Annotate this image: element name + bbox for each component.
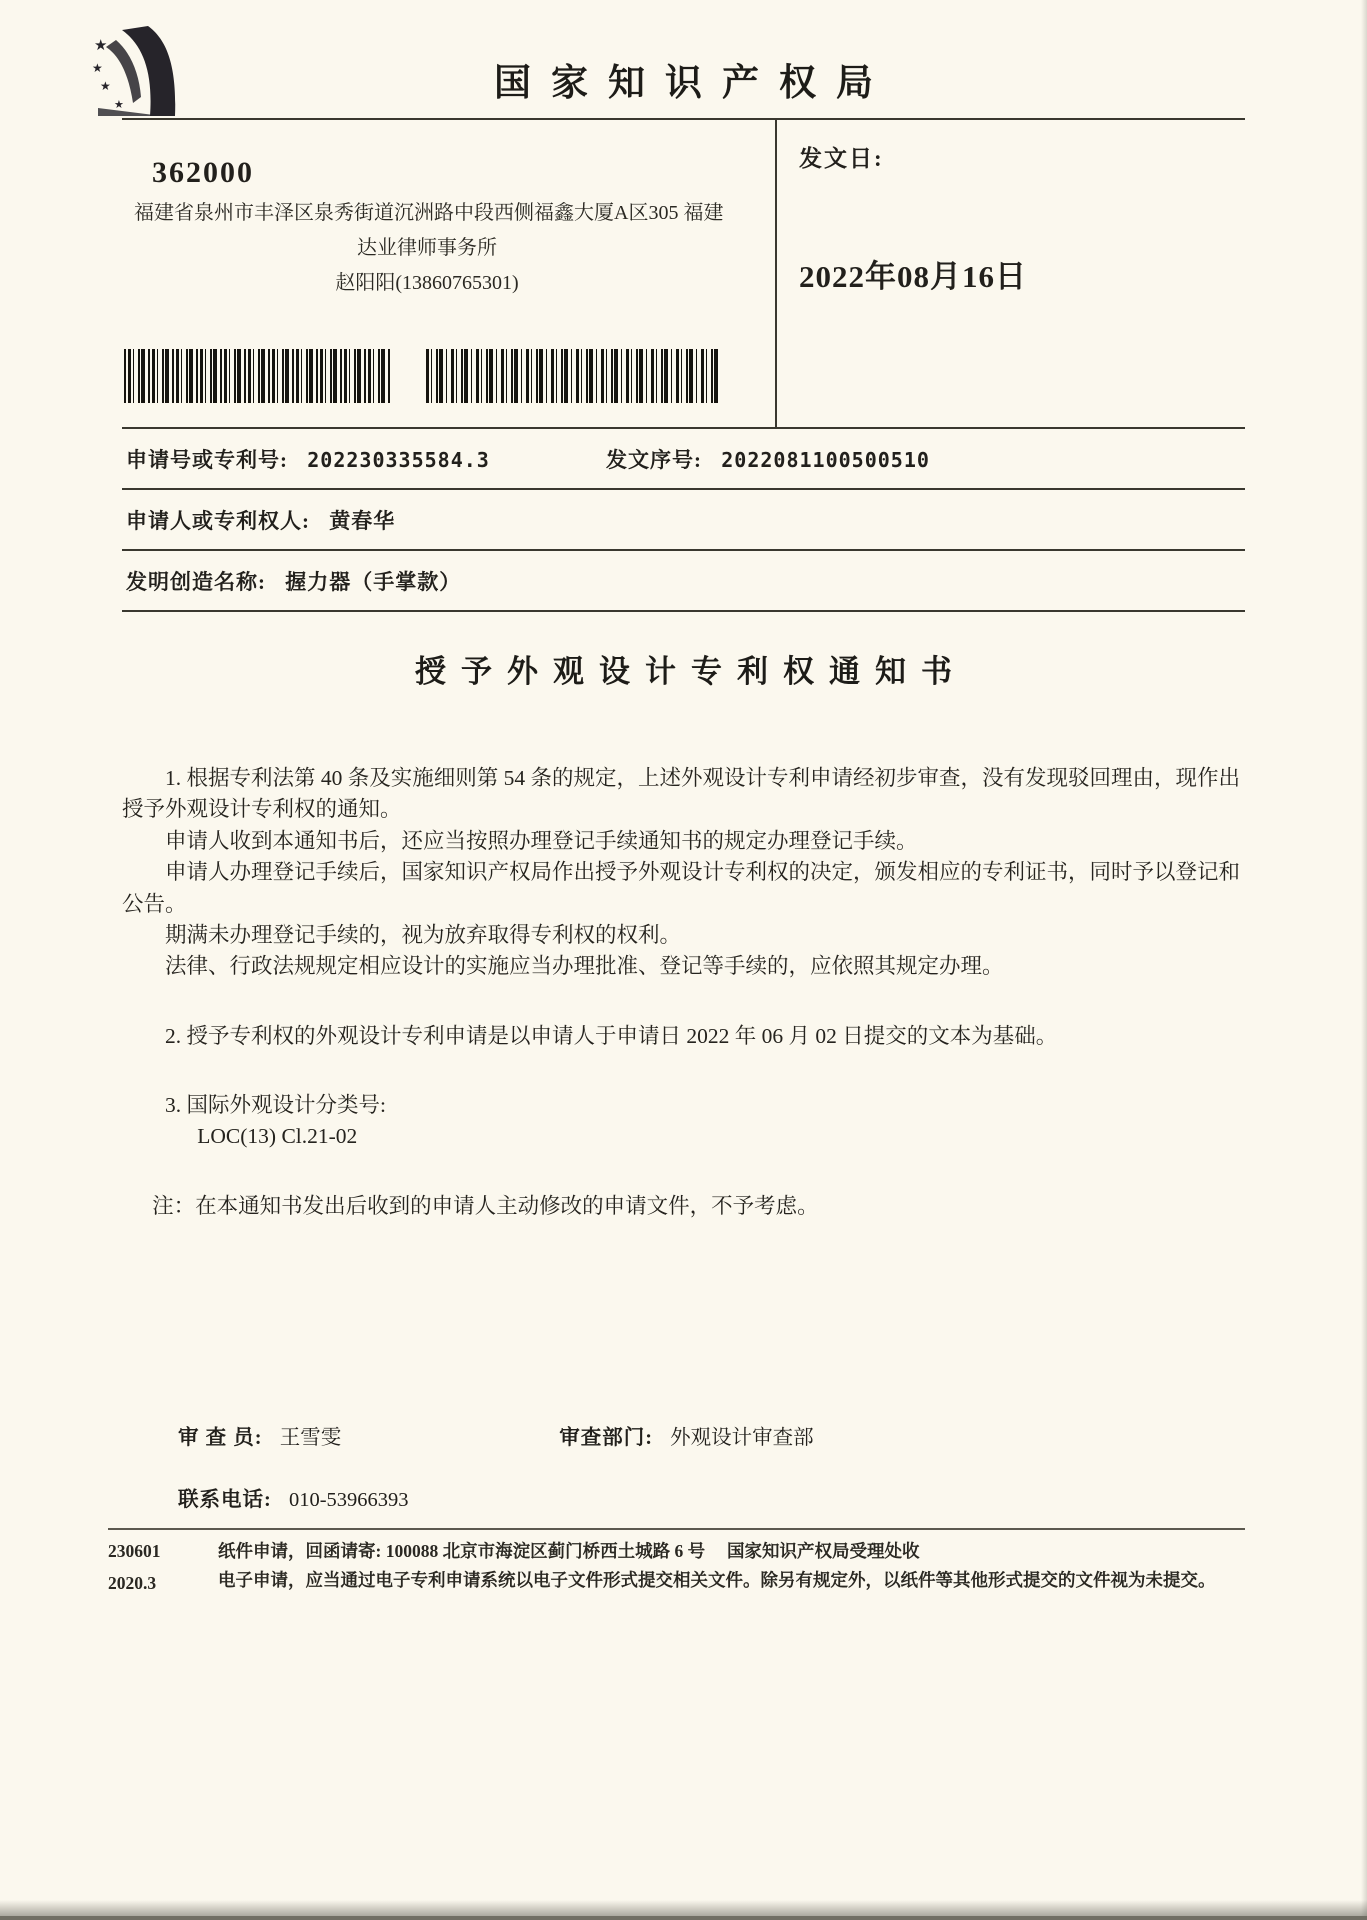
issue-date-value: 2022年08月16日 [799,259,1027,294]
invention-name-row [122,551,1245,612]
electronic-filing-line: 电子申请，应当通过电子专利申请系统以电子文件形式提交相关文件。除另有规定外，以纸件等其他形式提交的文件视为未提交。 [218,1569,1216,1590]
office-name: 国家知识产权局 [494,63,893,104]
recipient-block [122,120,777,427]
body-paragraph: 申请人办理登记手续后，国家知识产权局作出授予外观设计专利权的决定，颁发相应的专利证书，同时予以登记和公告。 [122,860,1241,916]
application-number-label: 申请号或专利号: [126,448,288,472]
svg-text:★: ★ [94,38,108,54]
recipient-info-table [122,118,1245,429]
document-header [0,0,1367,118]
body-paragraph: 期满未办理登记手续的，视为放弃取得专利权的权利。 [165,922,682,947]
department-name: 外观设计审查部 [670,1427,814,1450]
body-paragraph: 3. 国际外观设计分类号: [165,1093,386,1117]
applicant-row [122,490,1245,551]
loc-classification: LOC(13) Cl.21-02 [197,1124,358,1149]
application-number-cell [126,444,606,474]
department-label: 审查部门: [559,1427,654,1450]
barcode-strip [124,349,775,403]
phone-number: 010-53966393 [288,1489,409,1512]
form-version: 2020.3 [108,1572,157,1593]
examiner-row [122,1420,1245,1450]
barcode-icon [124,349,390,403]
applicant-cell [126,505,395,535]
scan-bottom-edge [0,1916,1367,1920]
invention-name-cell [126,566,461,596]
form-code: 230601 [108,1541,161,1562]
notice-title: 授予外观设计专利权通知书 [415,654,967,689]
serial-number-cell [606,444,930,474]
application-number-value: 202230335584.3 [307,448,490,472]
recipient-address-line2: 达业律师事务所 [357,237,497,259]
svg-text:★: ★ [114,99,124,111]
issue-date-label: 发文日: [799,146,884,171]
phone-row [122,1482,1245,1512]
serial-number-label: 发文序号: [606,448,702,472]
note-paragraph: 注：在本通知书发出后收到的申请人主动修改的申请文件，不予考虑。 [152,1193,819,1218]
invention-name-value: 握力器（手掌款） [285,570,462,594]
body-paragraph: 1. 根据专利法第 40 条及实施细则第 54 条的规定，上述外观设计专利申请经初步审查，没有发现驳回理由，现作出授予外观设计专利权的通知。 [122,766,1241,822]
recipient-contact: 赵阳阳(13860765301) [335,272,519,294]
form-codes [108,1539,218,1602]
paper-filing-line: 纸件申请，回函请寄: 100088 北京市海淀区蓟门桥西土城路 6 号 国家知识产权局受理处收 [218,1541,920,1562]
cnipa-logo-icon [92,24,188,118]
examiner-label: 审 查 员: [178,1427,263,1450]
body-paragraph: 2. 授予专利权的外观设计专利申请是以申请人于申请日 2022 年 06 月 02 日提交的文本为基础。 [165,1023,1058,1048]
document-footer [108,1528,1245,1602]
applicant-value: 黄春华 [329,509,396,533]
invention-name-label: 发明创造名称: [126,570,266,594]
body-paragraph: 申请人收到本通知书后，还应当按照办理登记手续通知书的规定办理登记手续。 [165,828,918,853]
signature-block [122,1420,1245,1512]
recipient-address-line1: 福建省泉州市丰泽区泉秀街道沉洲路中段西侧福鑫大厦A区305 福建 [134,202,724,224]
scan-edge-shadow [1361,0,1367,1920]
notice-body [122,763,1245,1222]
examiner-cell [122,1420,341,1450]
application-number-row [122,429,1245,490]
barcode-icon [426,349,718,403]
applicant-label: 申请人或专利权人: [126,509,310,533]
footer-instructions [218,1539,1245,1602]
svg-text:★: ★ [100,79,111,93]
issue-date-block [777,120,1245,427]
phone-label: 联系电话: [178,1489,272,1512]
examiner-name: 王雪雯 [279,1427,342,1450]
svg-text:★: ★ [92,61,103,75]
body-paragraph: 法律、行政法规规定相应设计的实施应当办理批准、登记等手续的，应依照其规定办理。 [165,954,1004,979]
recipient-postcode: 362000 [152,156,254,189]
department-cell [559,1420,813,1450]
serial-number-value: 2022081100500510 [721,448,930,472]
